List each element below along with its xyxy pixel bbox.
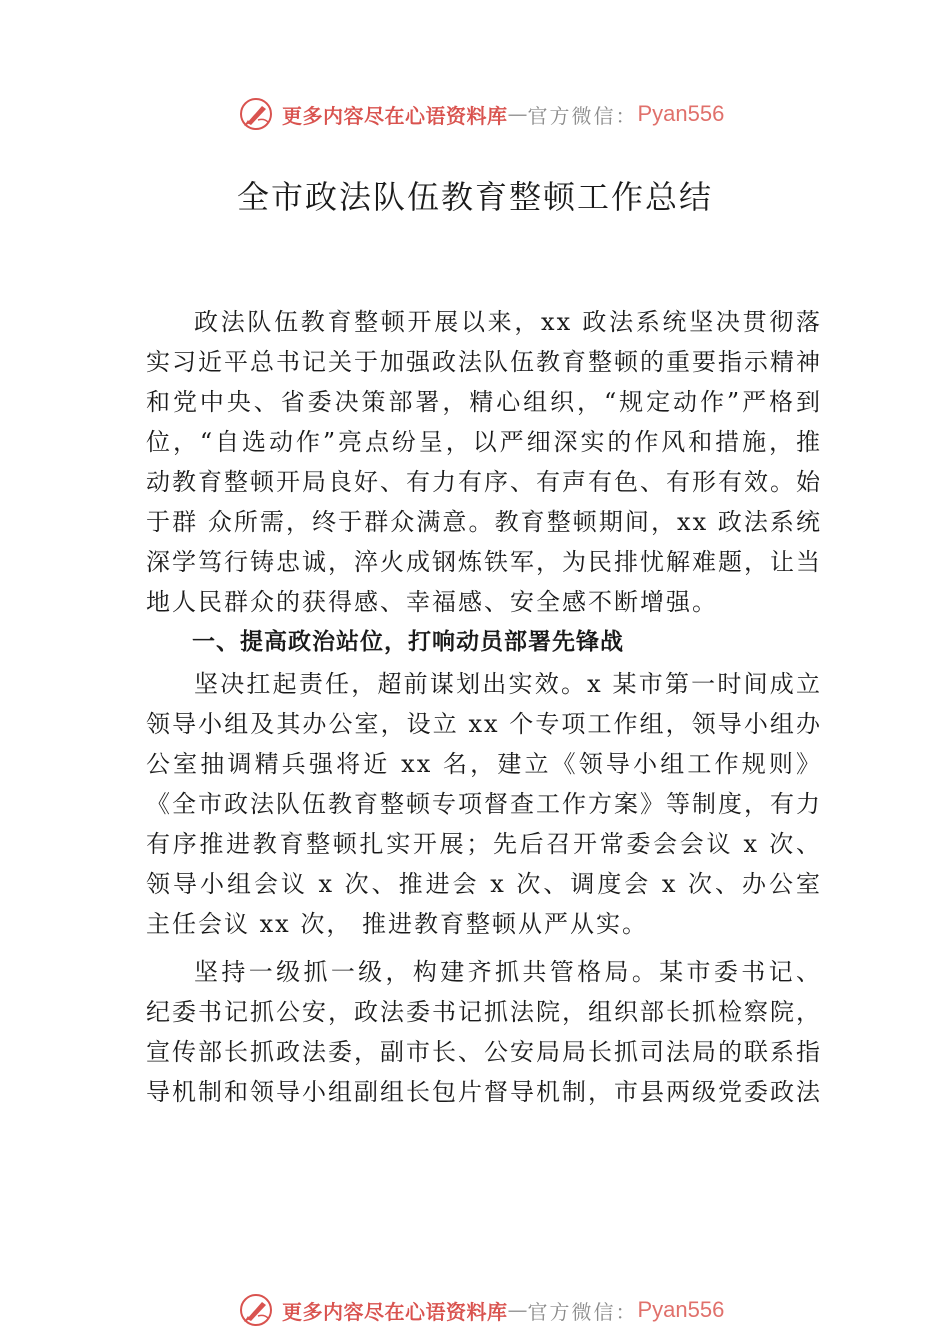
header-watermark xyxy=(238,94,724,134)
watermark-separator: — xyxy=(507,1298,528,1322)
section-heading: 一、提高政治站位，打响动员部署先锋战 xyxy=(192,629,624,655)
pen-logo-icon xyxy=(238,96,274,132)
watermark-account: Pyan556 xyxy=(637,1297,725,1322)
pen-logo-icon xyxy=(238,1292,274,1328)
watermark-label: 官方微信： xyxy=(527,103,638,128)
paragraph-responsibility: 坚决扛起责任，超前谋划出实效。x 某市第一时间成立领导小组及其办公室，设立 xx 个专项工作组，领导小组办公室抽调精兵强将近 xx 名，建立《领导小组工作规则》《全市政法队伍教育整顿专项督查工作方案》等制度，有力有序推进教育整顿扎实开展；先后召开常委会会议 x 次、领导小组会议 x 次、推进会 x 次、调度会 x 次、办公室主任会议 xx 次， 推进教育整顿从严从实。 xyxy=(146,670,822,938)
watermark-label: 官方微信： xyxy=(527,1299,638,1324)
footer-watermark xyxy=(238,1290,724,1330)
watermark-brand: 更多内容尽在心语资料库 xyxy=(282,103,508,128)
paragraph-management: 坚持一级抓一级，构建齐抓共管格局。某市委书记、 纪委书记抓公安，政法委书记抓法院，组织部长抓检察院， 宣传部长抓政法委，副市长、公安局局长抓司法局的联系指导机制和领导小组副组长包片督导机制，市县两级党委政法 xyxy=(146,958,822,1106)
watermark-separator: — xyxy=(507,102,528,126)
watermark-brand: 更多内容尽在心语资料库 xyxy=(282,1299,508,1324)
paragraph-intro: 政法队伍教育整顿开展以来，xx 政法系统坚决贯彻落实习近平总书记关于加强政法队伍教育整顿的重要指示精神和党中央、省委决策部署，精心组织，“规定动作”严格到位，“自选动作”亮点纷呈，以严细深实的作风和措施，推动教育整顿开局良好、有力有序、有声有色、有形有效。始于群 众所需，终于群众满意。教育整顿期间，xx 政法系统深学笃行铸忠诚，淬火成钢炼铁军，为民排忧解难题，让当地人民群众的获得感、幸福感、安全感不断增强。 xyxy=(146,308,822,616)
watermark-account: Pyan556 xyxy=(637,101,725,126)
document-title: 全市政法队伍教育整顿工作总结 xyxy=(236,178,713,216)
